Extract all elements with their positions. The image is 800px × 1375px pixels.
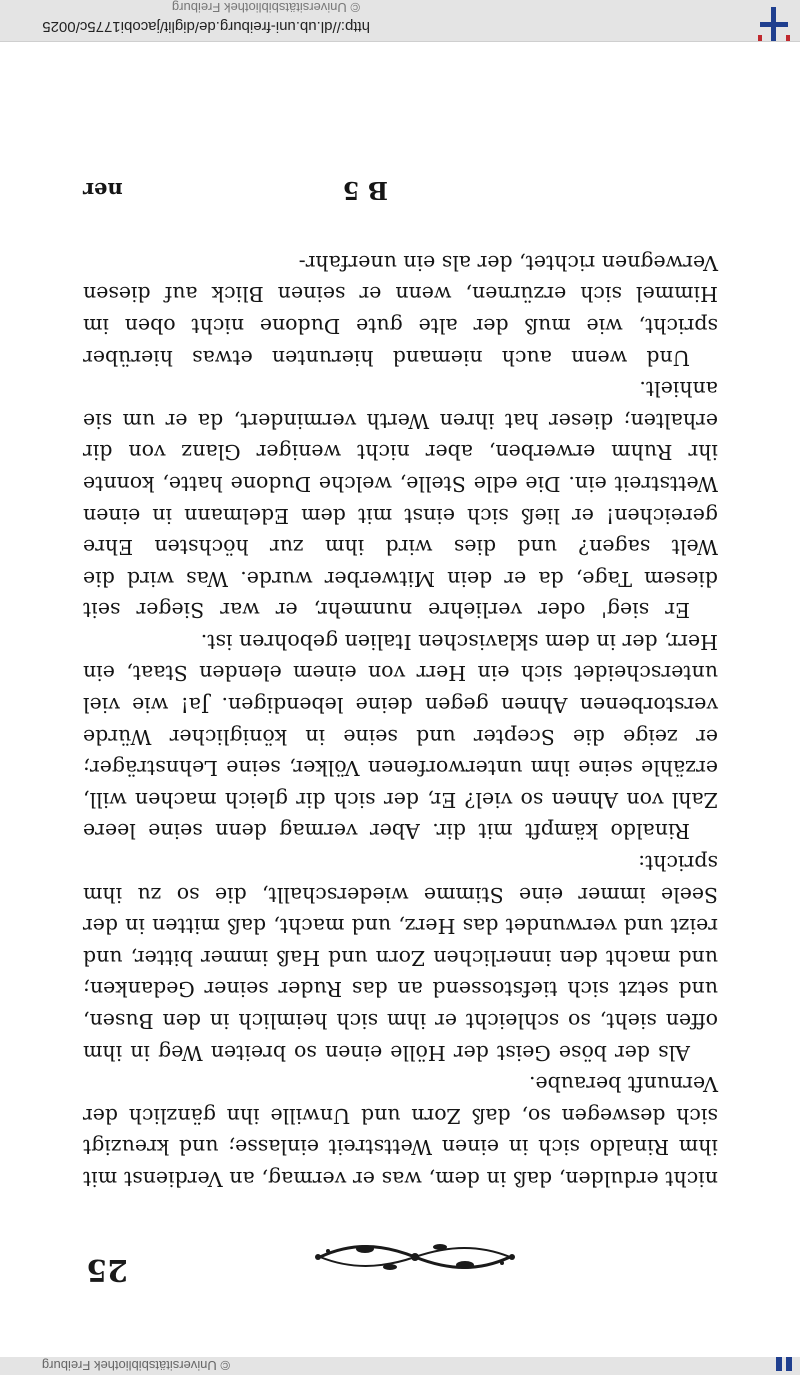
- bottom-viewer-bar: [0, 1357, 800, 1375]
- book-page: [0, 42, 800, 1357]
- signature-mark: B 5: [342, 176, 388, 205]
- library-logo-icon: [754, 0, 794, 41]
- paragraph: Er sieg' oder verliehre nunmehr, er war Sieger seit diesem Tage, da er dein Mitwerber wurde. Was wird die Welt sagen? und dies wird ihm zur höchsten Ehre gereichen! er ließ sich einst mit dem Edelmann in einen Wettstreit ein. Die edle Stelle, welche Dudone hatte, konnte ihr Ruhm erwerben, aber nicht weniger Glanz von dir erhalten; dieser hat ihren Werth vermindert, da er um sie anhielt.: [83, 377, 718, 623]
- copyright-notice-bottom: © Universitätsbibliothek Freiburg: [41, 1358, 230, 1373]
- paragraph: nicht erdulden, daß in dem, was er vermag, an Verdienst mit ihm Rinaldo sich in einen Wettstreit einlasse; und kreuzigt sich deswegen so, daß Zorn und Unwille ihn gänzlich der Vernunft beraube.: [83, 1072, 718, 1191]
- viewer-url-bar: [0, 0, 800, 42]
- paragraph: Als der böse Geist der Hölle einen so breiten Weg in ihm offen sieht, so schleicht er ihm sich heimlich in den Busen, und setzt sich tiefstossend an das Ruder seiner Gedanken; und macht den innerlichen Zorn und Haß immer bitter, und reizt und verwundet das Herz, und macht, daß mitten in der Seele immer eine Stimme wiederschallt, die so zu ihm spricht:: [83, 851, 718, 1065]
- catchword: ner: [83, 178, 123, 203]
- body-text: [83, 246, 718, 1194]
- paragraph: Und wenn auch niemand hierunten etwas hierüber spricht, wie muß der alte gute Dudone nicht oben im Himmel sich erzürnen, wenn er seinen Blick auf diesen Verwegnen richtet, der als ein unerfahr-: [83, 250, 718, 370]
- library-logo-icon: [772, 1357, 794, 1371]
- page-footer: [83, 171, 718, 205]
- floral-vignette-icon: [310, 1237, 520, 1277]
- paragraph: Rinaldo kämpft mit dir. Aber vermag denn seine leere Zahl von Ahnen so viel? Er, der sich dir gleich machen will, erzähle seine ihm unterworfenen Völker, seine Lehnsträger; er zeige die Scepter und seine in königlicher Würde verstorbenen Ahnen gegen deine lebendigen. Ja! wie viel unterscheidet sich ein Herr von einem elenden Staat, ein Herr, der in dem sklavischen Italien gebohren ist.: [83, 629, 718, 844]
- page-number: 25: [86, 1252, 128, 1287]
- copyright-notice-top: © Universitätsbibliothek Freiburg: [171, 0, 360, 15]
- page-url-link[interactable]: http://dl.ub.uni-freiburg.de/diglit/jacobi1775c/0025: [42, 18, 370, 35]
